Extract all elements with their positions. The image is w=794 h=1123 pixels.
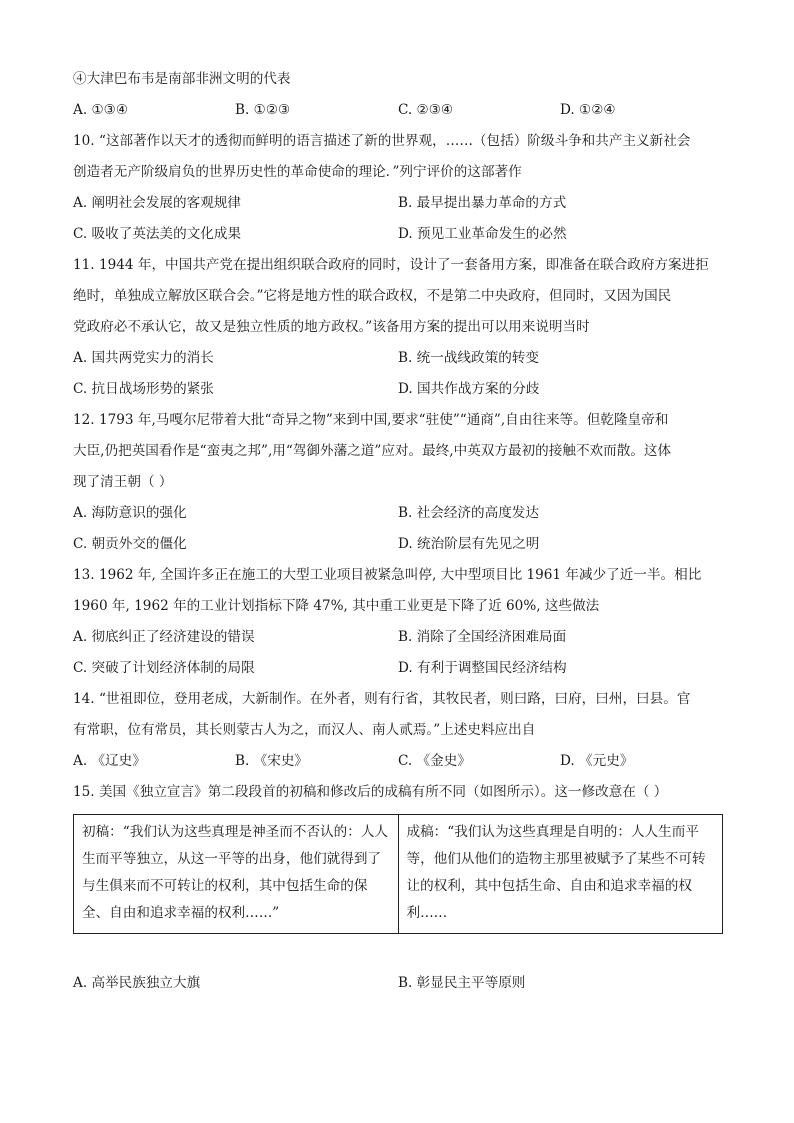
option-a: A. 高举民族独立大旗 [73, 975, 201, 991]
question-10 [73, 126, 723, 250]
question-text-line: 绝时，单独成立解放区联合会。”它将是地方性的联合政权，不是第二中央政府，但同时，又因为国民 [73, 288, 672, 304]
statement-4: ④大津巴布韦是南部非洲文明的代表 [73, 71, 291, 87]
option-b: B. 彰显民主平等原则 [398, 975, 526, 991]
final-cell: 成稿：“我们认为这些真理是自明的：人人生而平等，他们从他们的造物主那里被赋予了某些不可转让的权利，其中包括生命、自由和追求幸福的权利…… [398, 815, 723, 934]
question-text-line: 13. 1962 年, 全国许多正在施工的大型工业项目被紧急叫停, 大中型项目比 1961 年减少了近一半。相比 [73, 567, 702, 583]
question-text-line: 14. “世祖即位，登用老成，大新制作。在外者，则有行省，其牧民者，则曰路，曰府，曰州，曰县。官 [73, 691, 691, 707]
option-d: D. 统治阶层有先见之明 [398, 536, 540, 552]
question-text-line: 有常职，位有常员，其长则蒙古人为之，而汉人、南人贰焉。”上述史料应出自 [73, 722, 536, 738]
option-c: C. 抗日战场形势的紧张 [73, 381, 214, 397]
question-text-line: 15. 美国《独立宣言》第二段段首的初稿和修改后的成稿有所不同（如图所示）。这一修改意在（ ） [73, 784, 668, 800]
question-12 [73, 405, 723, 560]
question-text-line: 党政府必不承认它，故又是独立性质的地方政权。”该备用方案的提出可以用来说明当时 [73, 319, 590, 335]
options-row [73, 622, 723, 653]
option-c: C. ②③④ [398, 102, 454, 118]
question-text-line: 现了清王朝（ ） [73, 474, 173, 490]
draft-cell: 初稿：“我们认为这些真理是神圣而不否认的：人人生而平等独立，从这一平等的出身，他们就得到了与生俱来而不可转让的权利，其中包括生命的保全、自由和追求幸福的权利……” [74, 815, 399, 934]
option-c: C. 《金史》 [398, 753, 471, 769]
question-text-line: 创造者无产阶级肩负的世界历史性的革命使命的理论．”列宁评价的这部著作 [73, 164, 522, 180]
option-a: A. 彻底纠正了经济建设的错误 [73, 629, 255, 645]
question-text-line: 12. 1793 年,马嘎尔尼带着大批“奇异之物”来到中国,要求“驻使”“通商”,自由往来等。但乾隆皇帝和 [73, 412, 669, 428]
option-c: C. 吸收了英法美的文化成果 [73, 226, 242, 242]
option-b: B. 《宋史》 [235, 753, 309, 769]
options-row [73, 374, 723, 405]
options-row [73, 968, 723, 999]
option-b: B. 消除了全国经济困难局面 [398, 629, 567, 645]
option-a: A. 阐明社会发展的客观规律 [73, 195, 241, 211]
option-a: A. 海防意识的强化 [73, 505, 187, 521]
options-row [73, 529, 723, 560]
question-text-line: 1960 年, 1962 年的工业计划指标下降 47%, 其中重工业更是下降了近 60%, 这些做法 [73, 598, 600, 614]
options-row [73, 746, 723, 777]
question-14 [73, 684, 723, 777]
options-row [73, 188, 723, 219]
options-row [73, 343, 723, 374]
comparison-table [73, 814, 723, 934]
option-d: D. 国共作战方案的分歧 [398, 381, 540, 397]
option-a: A. 《辽史》 [73, 753, 146, 769]
question-15 [73, 777, 723, 999]
exam-page [73, 64, 723, 999]
option-b: B. 统一战线政策的转变 [398, 350, 539, 366]
option-c: C. 突破了计划经济体制的局限 [73, 660, 255, 676]
option-d: D. 预见工业革命发生的必然 [398, 226, 567, 242]
q9-options [73, 95, 723, 126]
question-text-line: 大臣,仍把英国看作是“蛮夷之邦”,用“驾御外藩之道”应对。最终,中英双方最初的接触不欢而散。这体 [73, 443, 672, 459]
question-text-line: 11. 1944 年，中国共产党在提出组织联合政府的同时，设计了一套备用方案，即准备在联合政府方案进拒 [73, 257, 709, 273]
option-b: B. 社会经济的高度发达 [398, 505, 539, 521]
option-c: C. 朝贡外交的僵化 [73, 536, 187, 552]
option-d: D. 有利于调整国民经济结构 [398, 660, 567, 676]
option-a: A. ①③④ [73, 102, 129, 118]
option-d: D. ①②④ [560, 102, 616, 118]
option-d: D. 《元史》 [560, 753, 634, 769]
options-row [73, 219, 723, 250]
question-13 [73, 560, 723, 684]
options-row [73, 653, 723, 684]
question-text-line: 10. “这部著作以天才的透彻而鲜明的语言描述了新的世界观，……（包括）阶级斗争和共产主义新社会 [73, 133, 691, 149]
options-row [73, 498, 723, 529]
option-b: B. ①②③ [235, 102, 291, 118]
option-b: B. 最早提出暴力革命的方式 [398, 195, 567, 211]
question-11 [73, 250, 723, 405]
option-a: A. 国共两党实力的消长 [73, 350, 214, 366]
